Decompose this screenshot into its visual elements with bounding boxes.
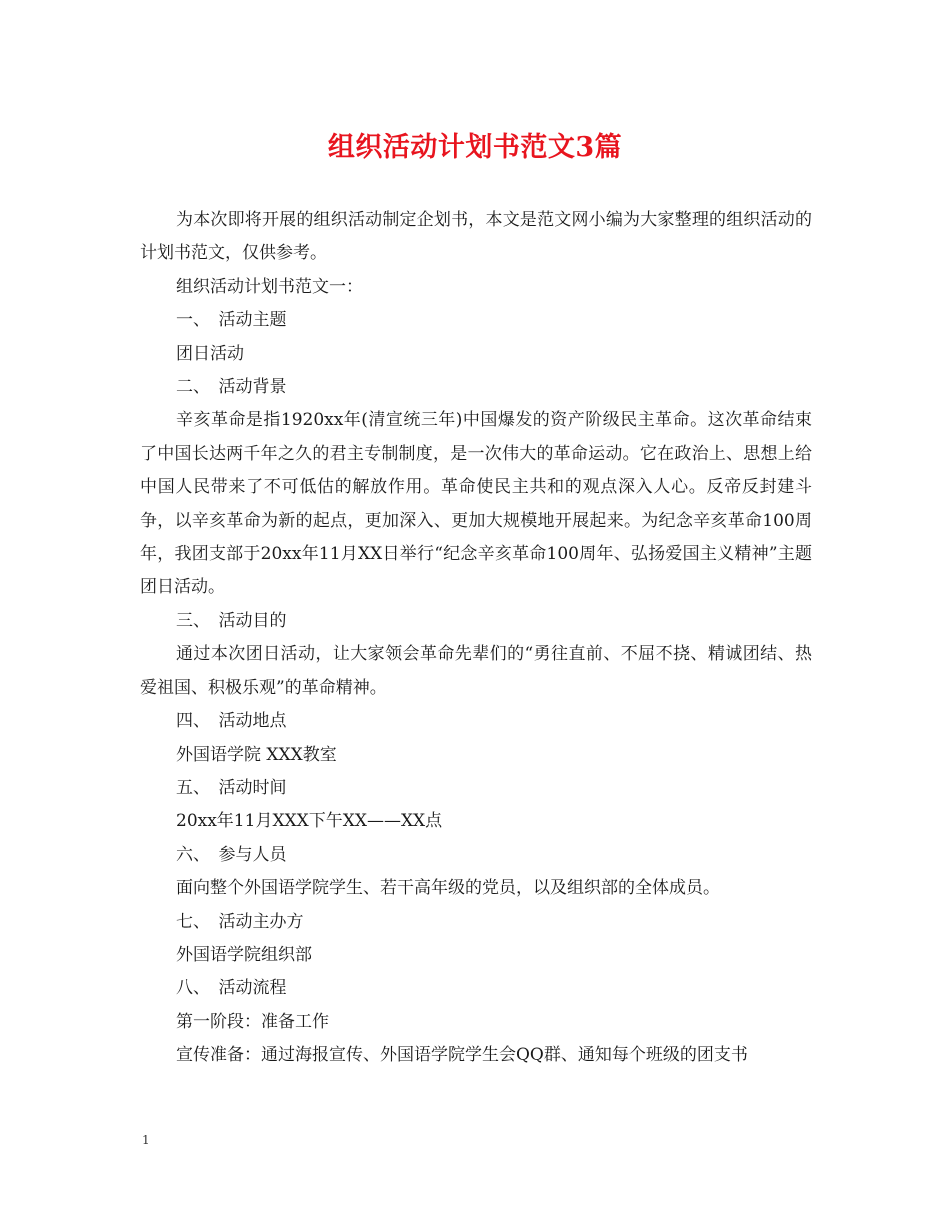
heading-activity-time: 五、 活动时间 (176, 777, 287, 798)
heading-activity-location: 四、 活动地点 (176, 711, 287, 732)
text-organizer: 外国语学院组织部 (176, 944, 312, 965)
heading-participants: 六、 参与人员 (176, 844, 287, 865)
heading-organizer: 七、 活动主办方 (176, 911, 304, 932)
text-activity-location: 外国语学院 XXX教室 (176, 744, 337, 765)
intro-paragraph: 为本次即将开展的组织活动制定企划书，本文是范文网小编为大家整理的组织活动的计划书范文，仅供参考。 (140, 210, 812, 264)
text-activity-time: 20xx年11月XXX下午XX——XX点 (176, 811, 443, 832)
heading-activity-theme: 一、 活动主题 (176, 310, 287, 331)
text-activity-purpose: 通过本次团日活动，让大家领会革命先辈们的“勇往直前、不屈不挠、精诚团结、热爱祖国、积极乐观”的革命精神。 (140, 644, 812, 698)
heading-activity-purpose: 三、 活动目的 (176, 610, 287, 631)
text-activity-theme: 团日活动 (176, 343, 244, 364)
text-stage-one: 第一阶段：准备工作 (176, 1011, 329, 1032)
document-body (140, 204, 812, 1073)
section-heading-sample-one: 组织活动计划书范文一： (176, 276, 363, 297)
document-title: 组织活动计划书范文3篇 (327, 132, 623, 163)
page-number: 1 (142, 1133, 150, 1147)
text-activity-background: 辛亥革命是指1920xx年(清宣统三年)中国爆发的资产阶级民主革命。这次革命结束了中国长达两千年之久的君主专制制度，是一次伟大的革命运动。它在政治上、思想上给中国人民带来了不可低估的解放作用。革命使民主共和的观点深入人心。反帝反封建斗争，以辛亥革命为新的起点，更加深入、更加大规模地开展起来。为纪念辛亥革命100周年，我团支部于20xx年11月XX日举行“纪念辛亥革命100周年、弘扬爱国主义精神”主题团日活动。 (140, 410, 812, 598)
heading-activity-background: 二、 活动背景 (176, 377, 287, 398)
text-participants: 面向整个外国语学院学生、若干高年级的党员，以及组织部的全体成员。 (176, 878, 720, 899)
text-publicity-preparation: 宣传准备：通过海报宣传、外国语学院学生会QQ群、通知每个班级的团支书 (176, 1045, 748, 1066)
heading-activity-process: 八、 活动流程 (176, 978, 287, 999)
